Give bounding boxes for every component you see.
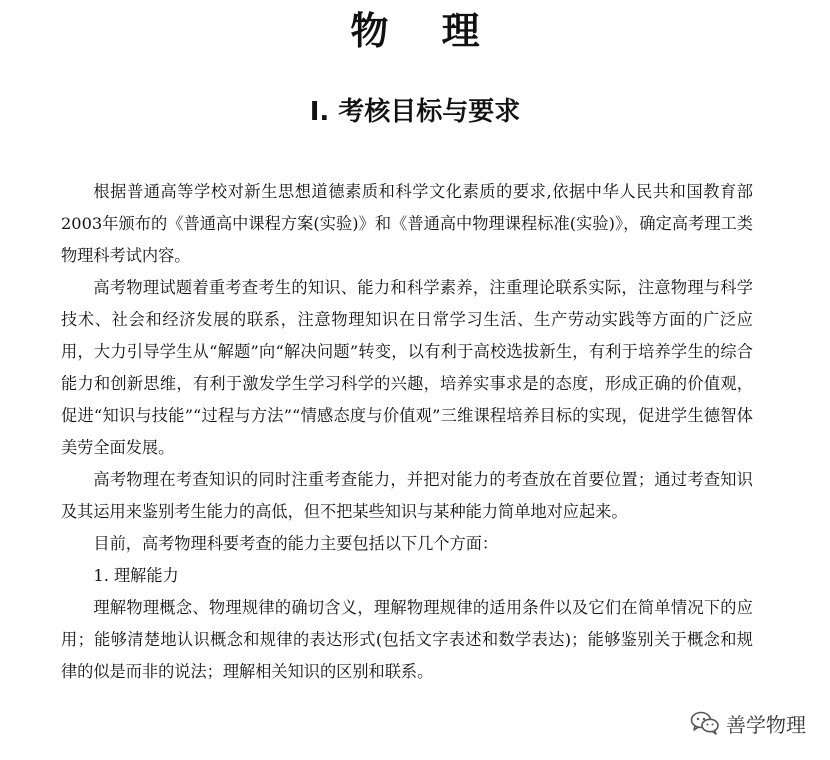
watermark (690, 708, 806, 738)
paragraph-ability-intro: 目前，高考物理科要考查的能力主要包括以下几个方面： (93, 534, 499, 553)
paragraph-aims: 高考物理试题着重考查考生的知识、能力和科学素养，注重理论联系实际，注意物理与科学技术、社会和经济发展的联系，注意物理知识在日常学习生活、生产劳动实践等方面的广泛应用，大力引导学生从“解题”向“解决问题”转变，以有利于高校选拔新生，有利于培养学生的综合能力和创新思维，有利于激发学生学习科学的兴趣，培养实事求是的态度，形成正确的价值观，促进“知识与技能”“过程与方法”“情感态度与价值观”三维课程培养目标的实现，促进学生德智体美劳全面发展。 (61, 278, 753, 457)
wechat-icon (690, 710, 720, 736)
paragraph-ability-focus: 高考物理在考查知识的同时注重考查能力，并把对能力的考查放在首要位置；通过考查知识及其运用来鉴别考生能力的高低，但不把某些知识与某种能力简单地对应起来。 (61, 470, 753, 521)
section-title: Ⅰ. 考核目标与要求 (309, 97, 521, 127)
watermark-text: 善学物理 (726, 712, 806, 737)
body-text (61, 176, 753, 688)
paragraph-basis: 根据普通高等学校对新生思想道德素质和科学文化素质的要求,依据中华人民共和国教育部2003年颁布的《普通高中课程方案(实验)》和《普通高中物理课程标准(实验)》，确定高考理工类物理科考试内容。 (61, 182, 753, 265)
heading-understanding-ability: 1. 理解能力 (93, 566, 179, 585)
document-title: 物 理 (350, 9, 500, 53)
paragraph-understanding-ability: 理解物理概念、物理规律的确切含义，理解物理规律的适用条件以及它们在简单情况下的应用；能够清楚地认识概念和规律的表达形式(包括文字表述和数学表达)；能够鉴别关于概念和规律的似是而非的说法；理解相关知识的区别和联系。 (61, 598, 753, 681)
